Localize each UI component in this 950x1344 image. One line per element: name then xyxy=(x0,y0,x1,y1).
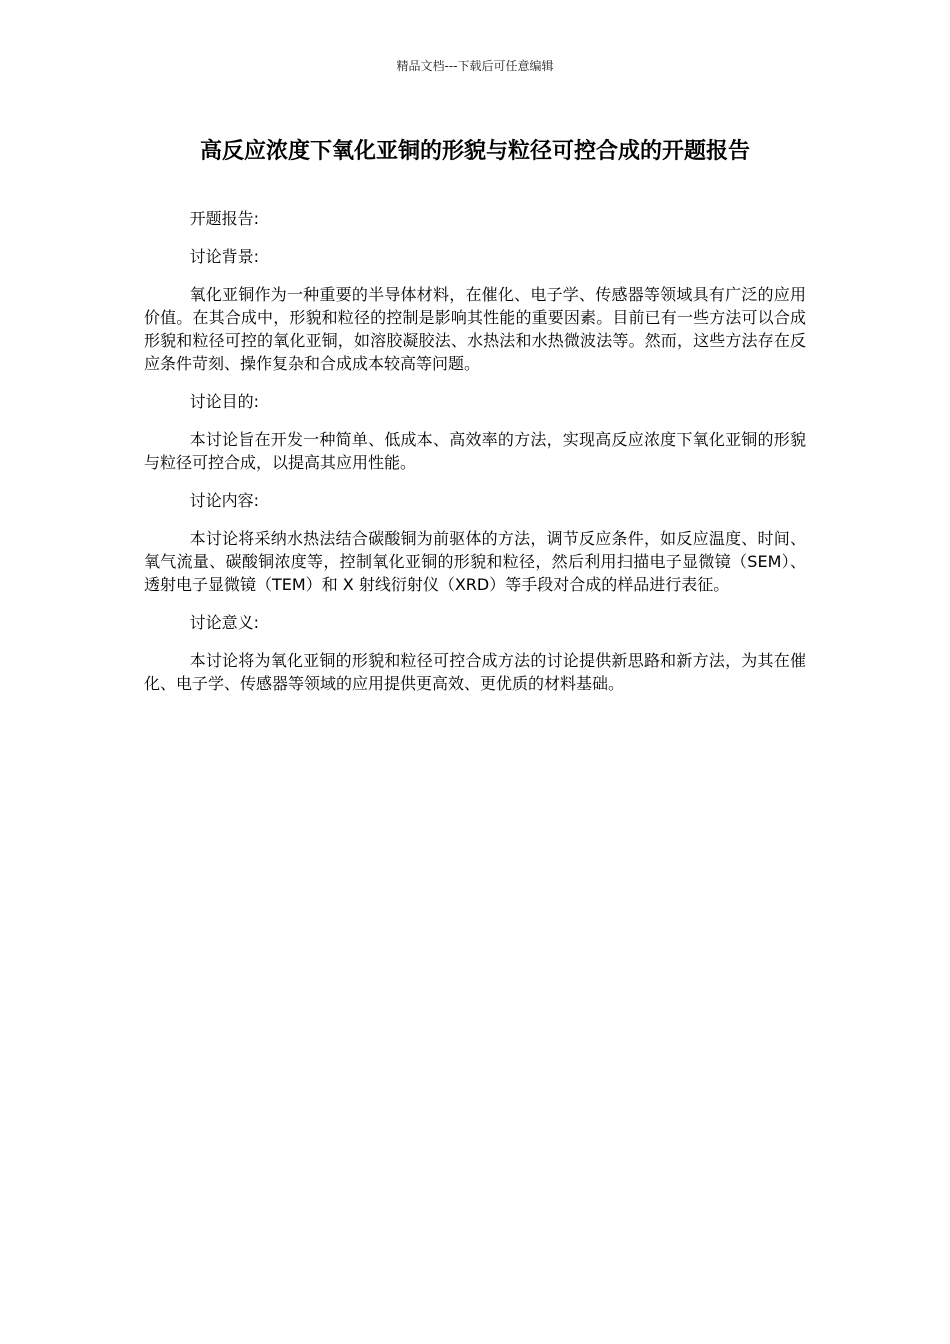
document-body xyxy=(144,207,806,710)
document-title: 高反应浓度下氧化亚铜的形貌与粒径可控合成的开题报告 xyxy=(199,139,750,164)
heading-content: 讨论内容: xyxy=(189,491,259,510)
heading-background: 讨论背景: xyxy=(189,247,259,266)
heading-proposal: 开题报告: xyxy=(189,209,259,228)
heading-purpose: 讨论目的: xyxy=(189,392,259,411)
paragraph-purpose: 本讨论旨在开发一种简单、低成本、高效率的方法，实现高反应浓度下氧化亚铜的形貌与粒径可控合成，以提高其应用性能。 xyxy=(144,430,806,472)
heading-significance: 讨论意义: xyxy=(189,613,259,632)
paragraph-content: 本讨论将采纳水热法结合碳酸铜为前驱体的方法，调节反应条件，如反应温度、时间、氧气流量、碳酸铜浓度等，控制氧化亚铜的形貌和粒径，然后利用扫描电子显微镜（SEM）、透射电子显微镜（TEM）和 X 射线衍射仪（XRD）等手段对合成的样品进行表征。 xyxy=(144,529,806,594)
header-note: 精品文档---下载后可任意编辑 xyxy=(396,59,554,73)
paragraph-significance: 本讨论将为氧化亚铜的形貌和粒径可控合成方法的讨论提供新思路和新方法，为其在催化、电子学、传感器等领域的应用提供更高效、更优质的材料基础。 xyxy=(144,651,806,693)
paragraph-background: 氧化亚铜作为一种重要的半导体材料，在催化、电子学、传感器等领域具有广泛的应用价值。在其合成中，形貌和粒径的控制是影响其性能的重要因素。目前已有一些方法可以合成形貌和粒径可控的氧化亚铜，如溶胶凝胶法、水热法和水热微波法等。然而，这些方法存在反应条件苛刻、操作复杂和合成成本较高等问题。 xyxy=(144,285,806,373)
